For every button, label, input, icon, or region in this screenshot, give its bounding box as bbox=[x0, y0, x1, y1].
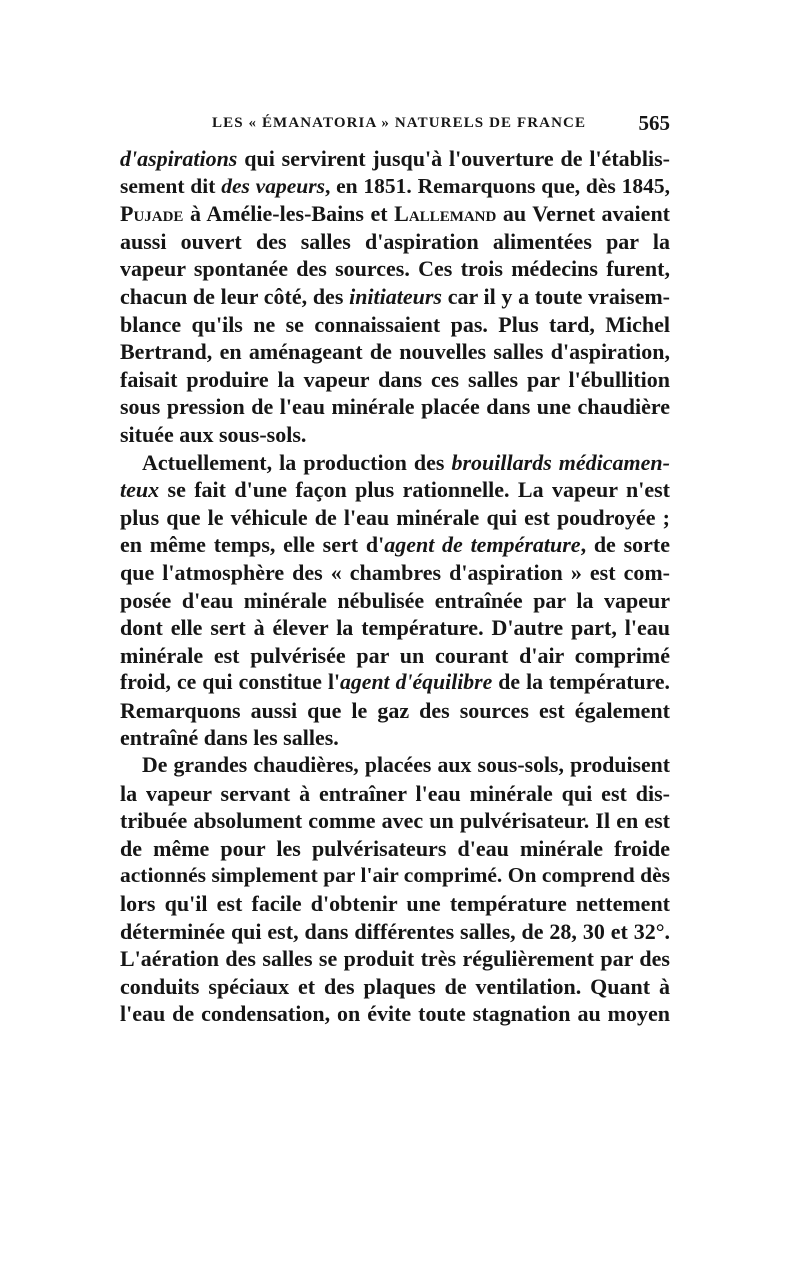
italic-term: initiateurs bbox=[349, 283, 442, 309]
text-line bbox=[120, 807, 670, 835]
text-line bbox=[120, 587, 670, 615]
text-segment: , de sorte bbox=[580, 532, 670, 558]
running-head bbox=[120, 111, 670, 139]
text-segment: qui servirent jusqu'à l'ouverture de l'établis- bbox=[237, 146, 670, 171]
text-segment: de la température. bbox=[492, 670, 670, 695]
text-line bbox=[120, 449, 670, 477]
text-segment: L'aération des salles se produit très régulièrement par des bbox=[120, 946, 670, 972]
text-segment: que l'atmosphère des « chambres d'aspiration » est com- bbox=[120, 559, 670, 585]
text-segment: aussi ouvert des salles d'aspiration alimentées par la bbox=[120, 228, 670, 254]
text-segment: Bertrand, en aménageant de nouvelles salles d'aspiration, bbox=[120, 339, 670, 365]
page-number: 565 bbox=[638, 111, 670, 135]
text-line bbox=[120, 973, 670, 1001]
text-line bbox=[120, 945, 670, 973]
text-segment: située aux sous-sols. bbox=[120, 421, 307, 447]
author-name: Pujade bbox=[120, 201, 184, 227]
text-segment: froid, ce qui constitue l' bbox=[120, 670, 341, 695]
italic-term: d'aspirations bbox=[120, 146, 238, 171]
text-line bbox=[120, 255, 670, 283]
text-segment: De grandes chaudières, placées aux sous-sols, produisent bbox=[142, 753, 670, 778]
text-segment: en même temps, elle sert d' bbox=[120, 532, 385, 558]
text-segment: dont elle sert à élever la température. D'autre part, l'eau bbox=[120, 615, 670, 641]
text-line bbox=[120, 559, 670, 587]
text-line bbox=[120, 752, 670, 780]
text-segment: actionnés simplement par l'air comprimé. On comprend dès bbox=[120, 863, 670, 888]
italic-term: agent d'équilibre bbox=[340, 670, 493, 695]
text-line bbox=[120, 200, 670, 228]
italic-term: teux bbox=[120, 477, 160, 503]
text-segment: la vapeur servant à entraîner l'eau minérale qui est dis- bbox=[120, 780, 670, 806]
text-line bbox=[120, 1000, 670, 1028]
text-line bbox=[120, 311, 670, 339]
text-line bbox=[120, 421, 670, 449]
text-segment: , en 1851. Remarquons que, dès 1845, bbox=[324, 173, 670, 198]
body-text bbox=[120, 145, 670, 1028]
text-segment: Remarquons aussi que le gaz des sources est également bbox=[120, 697, 670, 723]
text-line bbox=[120, 476, 670, 504]
italic-term: brouillards médicamen- bbox=[451, 449, 670, 475]
text-line bbox=[120, 283, 670, 311]
text-line bbox=[120, 228, 670, 256]
text-line bbox=[120, 918, 670, 946]
text-line bbox=[120, 835, 670, 863]
text-segment: déterminée qui est, dans différentes salles, de 28, 30 et 32°. bbox=[120, 918, 670, 944]
text-segment: sous pression de l'eau minérale placée dans une chaudière bbox=[120, 394, 670, 420]
italic-term: des vapeurs bbox=[221, 173, 325, 198]
text-segment: à Amélie-les-Bains et bbox=[183, 201, 395, 227]
text-segment: l'eau de condensation, on évite toute stagnation au moyen bbox=[120, 1001, 670, 1027]
italic-term: agent de température bbox=[384, 532, 581, 558]
text-segment: au Vernet avaient bbox=[496, 201, 670, 227]
text-line bbox=[120, 697, 670, 725]
text-segment: conduits spéciaux et des plaques de ventilation. Quant à bbox=[120, 973, 670, 999]
text-segment: lors qu'il est facile d'obtenir une température nettement bbox=[120, 891, 670, 917]
text-line bbox=[120, 393, 670, 421]
text-segment: plus que le véhicule de l'eau minérale qui est poudroyée ; bbox=[120, 504, 670, 530]
author-name: Lallemand bbox=[394, 201, 497, 227]
text-segment: car il y a toute vraisem- bbox=[442, 283, 670, 309]
text-segment: vapeur spontanée des sources. Ces trois médecins furent, bbox=[120, 256, 670, 282]
text-line bbox=[120, 724, 670, 752]
text-line bbox=[120, 338, 670, 366]
running-title: LES « ÉMANATORIA » NATURELS DE FRANCE bbox=[212, 115, 587, 131]
text-segment: sement dit bbox=[120, 173, 222, 198]
text-line bbox=[120, 780, 670, 808]
text-line bbox=[120, 862, 670, 890]
text-line bbox=[120, 642, 670, 670]
text-segment: Actuellement, la production des bbox=[142, 449, 452, 475]
text-line bbox=[120, 366, 670, 394]
text-segment: minérale est pulvérisée par un courant d'air comprimé bbox=[120, 642, 670, 668]
text-segment: blance qu'ils ne se connaissaient pas. Plus tard, Michel bbox=[120, 311, 670, 337]
text-segment: entraîné dans les salles. bbox=[120, 725, 339, 751]
text-line bbox=[120, 504, 670, 532]
text-segment: posée d'eau minérale nébulisée entraînée par la vapeur bbox=[120, 587, 670, 613]
text-segment: tribuée absolument comme avec un pulvérisateur. Il en est bbox=[120, 808, 670, 834]
text-line bbox=[120, 890, 670, 918]
text-line bbox=[120, 614, 670, 642]
text-segment: faisait produire la vapeur dans ces salles par l'ébullition bbox=[120, 366, 670, 392]
text-line bbox=[120, 531, 670, 559]
text-segment: de même pour les pulvérisateurs d'eau minérale froide bbox=[120, 835, 670, 861]
text-line bbox=[120, 173, 670, 201]
text-segment: se fait d'une façon plus rationnelle. La vapeur n'est bbox=[159, 477, 670, 503]
text-line bbox=[120, 145, 670, 173]
text-segment: chacun de leur côté, des bbox=[120, 283, 350, 309]
text-line bbox=[120, 669, 670, 697]
